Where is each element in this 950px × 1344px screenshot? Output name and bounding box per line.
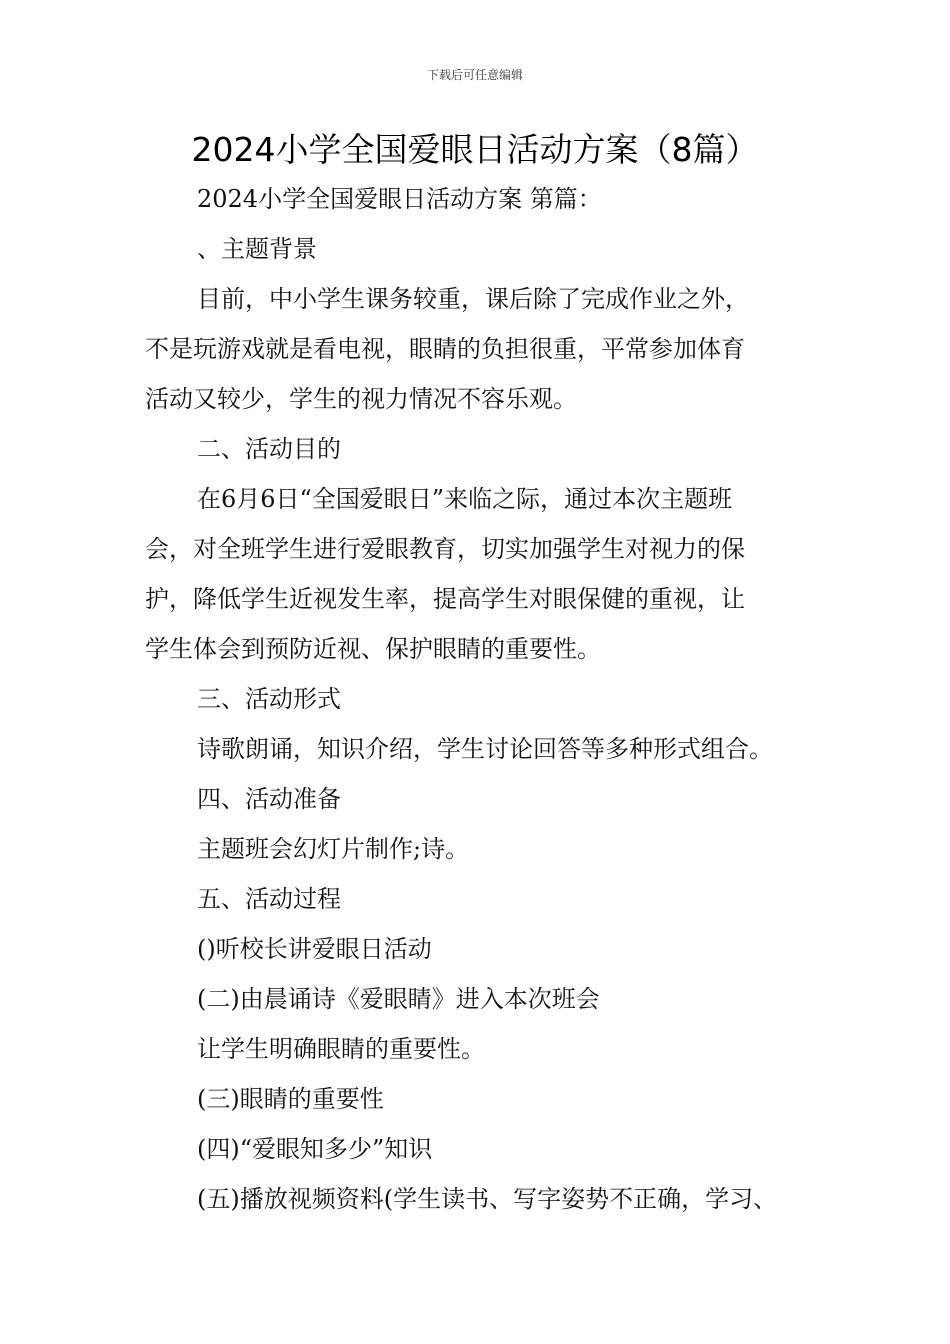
- body-line: 2024小学全国爱眼日活动方案 第篇：: [197, 185, 602, 213]
- document-body: [145, 174, 820, 1224]
- body-line: (五)播放视频资料(学生读书、写字姿势不正确，学习、: [197, 1185, 778, 1213]
- body-line: 主题班会幻灯片制作;诗。: [197, 835, 470, 863]
- document-title: 2024小学全国爱眼日活动方案（8篇）: [191, 130, 759, 169]
- body-line: 活动又较少，学生的视力情况不容乐观。: [145, 385, 577, 413]
- body-line: ()听校长讲爱眼日活动: [197, 935, 432, 963]
- body-line: 让学生明确眼睛的重要性。: [197, 1035, 485, 1063]
- body-line: (四)“爱眼知多少”知识: [197, 1135, 433, 1163]
- header-note: 下载后可任意编辑: [426, 68, 523, 82]
- body-line: (二)由晨诵诗《爱眼睛》进入本次班会: [197, 985, 600, 1013]
- body-line: (三)眼睛的重要性: [197, 1085, 384, 1113]
- body-line: 四、活动准备: [197, 785, 341, 813]
- body-line: 、主题背景: [197, 235, 317, 263]
- body-line: 五、活动过程: [197, 885, 341, 913]
- body-line: 诗歌朗诵，知识介绍，学生讨论回答等多种形式组合。: [197, 735, 773, 763]
- body-line: 在6月6日“全国爱眼日”来临之际，通过本次主题班: [197, 485, 733, 513]
- body-line: 目前，中小学生课务较重，课后除了完成作业之外，: [197, 285, 749, 313]
- body-line: 会，对全班学生进行爱眼教育，切实加强学生对视力的保: [145, 535, 745, 563]
- body-line: 二、活动目的: [197, 435, 341, 463]
- body-line: 三、活动形式: [197, 685, 341, 713]
- body-line: 学生体会到预防近视、保护眼睛的重要性。: [145, 635, 601, 663]
- body-line: 护，降低学生近视发生率，提高学生对眼保健的重视，让: [145, 585, 745, 613]
- body-line: 不是玩游戏就是看电视，眼睛的负担很重，平常参加体育: [145, 335, 745, 363]
